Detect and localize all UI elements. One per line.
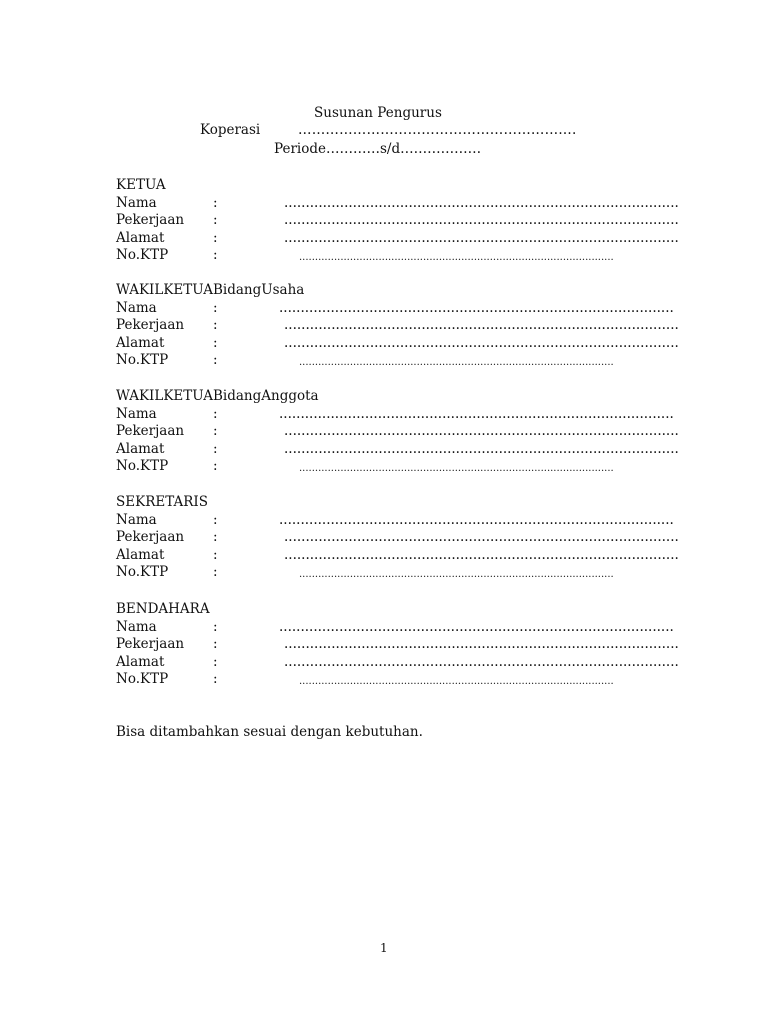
field-label: Alamat [116,547,165,563]
field-blank: ................................................................................................... [299,252,614,263]
field-blank: ............................................................................................ [284,654,679,670]
field-colon: : [213,195,218,211]
field-label: Alamat [116,335,165,351]
field-colon: : [213,406,218,422]
field-label: Nama [116,300,157,316]
field-blank: ............................................................................................ [284,212,679,228]
field-colon: : [213,317,218,333]
field-colon: : [213,212,218,228]
field-row-pekerjaan [116,529,679,546]
koperasi-blank: ……………………………………………………. [298,122,577,138]
field-colon: : [213,654,218,670]
field-row-nama [116,406,676,423]
periode-line: Periode…………s/d……………… [274,141,482,157]
field-colon: : [213,512,218,528]
field-blank: ............................................................................................ [284,636,679,652]
field-colon: : [213,300,218,316]
field-label: Nama [116,512,157,528]
field-label: Pekerjaan [116,636,185,652]
field-row-pekerjaan [116,636,679,653]
field-blank: ............................................................................................ [279,512,674,528]
field-blank: ............................................................................................ [284,441,679,457]
field-row-alamat [116,654,679,671]
field-colon: : [213,352,218,368]
field-row-nama [116,512,676,529]
field-row-alamat [116,441,679,458]
field-row-noktp [116,671,676,688]
field-label: Nama [116,406,157,422]
field-blank: ............................................................................................ [284,317,679,333]
field-label: Pekerjaan [116,212,185,228]
section-title: SEKRETARIS [116,494,208,510]
field-blank: ............................................................................................ [279,300,674,316]
field-label: No.KTP [116,247,169,263]
field-colon: : [213,423,218,439]
field-blank: ............................................................................................ [279,406,674,422]
field-row-pekerjaan [116,317,679,334]
section-title: KETUA [116,177,166,193]
field-row-noktp [116,247,676,264]
field-label: No.KTP [116,352,169,368]
field-blank: ................................................................................................... [299,463,614,474]
field-colon: : [213,547,218,563]
field-row-alamat [116,547,679,564]
field-label: Pekerjaan [116,529,185,545]
field-blank: ............................................................................................ [279,619,674,635]
page-number: 1 [380,941,388,955]
section-title: WAKILKETUABidangUsaha [116,282,305,298]
field-colon: : [213,564,218,580]
field-blank: ............................................................................................ [284,529,679,545]
field-row-pekerjaan [116,423,679,440]
field-label: Alamat [116,230,165,246]
field-colon: : [213,458,218,474]
field-blank: ............................................................................................ [284,230,679,246]
field-colon: : [213,247,218,263]
field-row-alamat [116,230,679,247]
field-colon: : [213,671,218,687]
field-row-noktp [116,352,676,369]
field-blank: ............................................................................................ [284,423,679,439]
koperasi-label: Koperasi [200,122,261,138]
field-colon: : [213,636,218,652]
footer-note: Bisa ditambahkan sesuai dengan kebutuhan. [116,724,423,740]
field-label: Pekerjaan [116,423,185,439]
field-colon: : [213,529,218,545]
field-label: No.KTP [116,564,169,580]
field-label: No.KTP [116,458,169,474]
field-label: Alamat [116,441,165,457]
field-label: Nama [116,619,157,635]
field-row-noktp [116,458,676,475]
field-blank: ................................................................................................... [299,676,614,687]
field-row-nama [116,619,676,636]
field-blank: ................................................................................................... [299,569,614,580]
section-title: WAKILKETUABidangAnggota [116,388,319,404]
field-row-pekerjaan [116,212,679,229]
field-blank: ............................................................................................ [284,335,679,351]
field-label: No.KTP [116,671,169,687]
field-row-nama [116,300,676,317]
field-colon: : [213,619,218,635]
field-row-alamat [116,335,679,352]
field-colon: : [213,441,218,457]
section-title: BENDAHARA [116,601,210,617]
field-colon: : [213,230,218,246]
field-row-nama [116,195,679,212]
field-blank: ................................................................................................... [299,357,614,368]
field-blank: ............................................................................................ [284,547,679,563]
field-label: Pekerjaan [116,317,185,333]
page-title: Susunan Pengurus [314,105,442,121]
field-blank: ............................................................................................ [284,195,679,211]
field-label: Alamat [116,654,165,670]
field-label: Nama [116,195,157,211]
field-row-noktp [116,564,676,581]
field-colon: : [213,335,218,351]
